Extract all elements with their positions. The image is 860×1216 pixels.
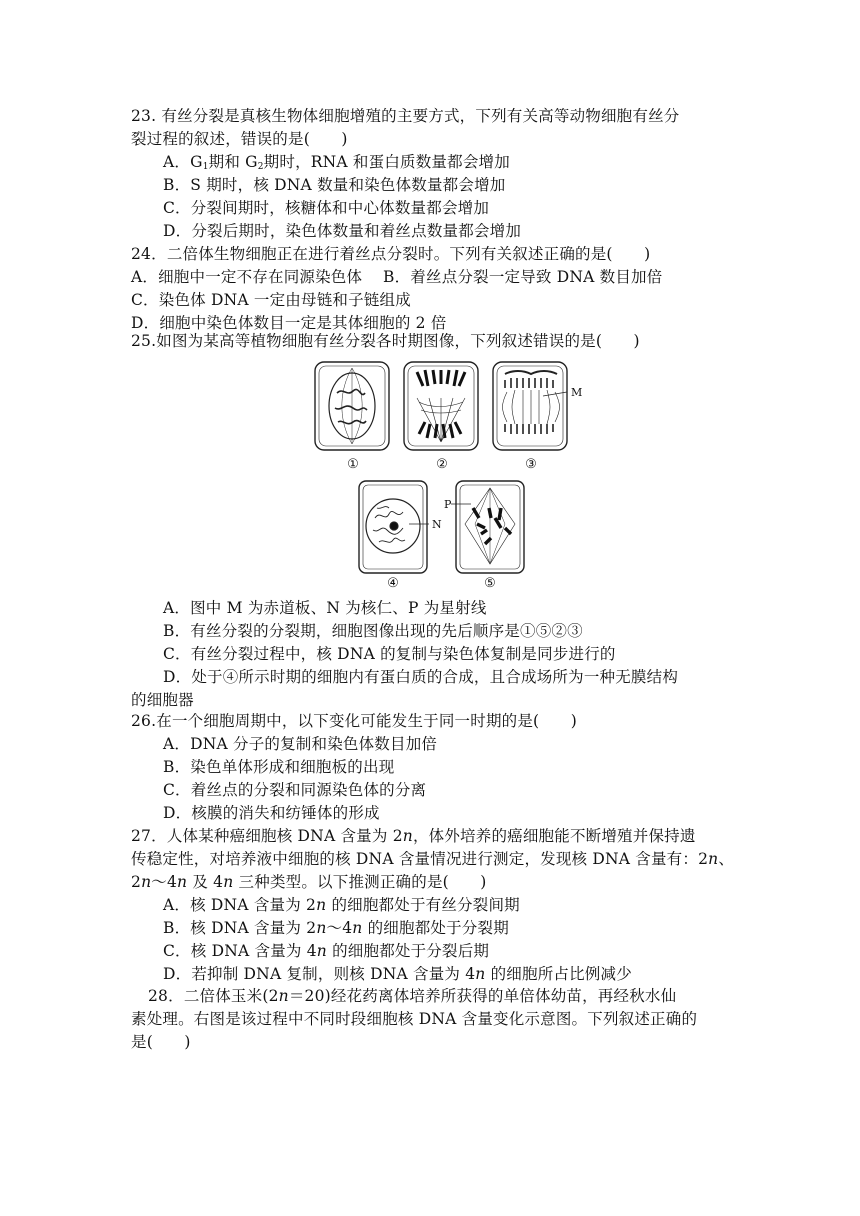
label-p: P <box>444 498 452 511</box>
q25-option-a: A．图中 M 为赤道板、N 为核仁、P 为星射线 <box>163 599 487 617</box>
caption-3: ③ <box>525 457 537 472</box>
caption-2: ② <box>436 457 448 472</box>
caption-5: ⑤ <box>484 576 496 591</box>
q24-option-d: D．细胞中染色体数目一定是其体细胞的 2 倍 <box>131 314 447 332</box>
q27-stem-line2: 传稳定性，对培养液中细胞的核 DNA 含量情况进行测定，发现核 DNA 含量有：2n、 <box>131 850 735 868</box>
q26-stem: 26.在一个细胞周期中，以下变化可能发生于同一时期的是( ) <box>131 712 577 730</box>
q26-option-d: D．核膜的消失和纺锤体的形成 <box>163 804 380 822</box>
q23-option-a: A．$G_1$期和 $G_2$期时，RNA 和蛋白质数量都会增加 <box>163 153 510 172</box>
q25-option-d-line2: 的细胞器 <box>131 691 194 709</box>
q23-stem-line2: 裂过程的叙述，错误的是( ) <box>131 130 348 148</box>
q27-option-d: D．若抑制 DNA 复制，则核 DNA 含量为 4n 的细胞所占比例减少 <box>163 965 632 983</box>
q25-option-c: C．有丝分裂过程中，核 DNA 的复制与染色体复制是同步进行的 <box>163 645 616 663</box>
q26-option-c: C．着丝点的分裂和同源染色体的分离 <box>163 781 427 799</box>
q23-option-d: D．分裂后期时，染色体数量和着丝点数量都会增加 <box>163 222 522 240</box>
q24-option-c: C．染色体 DNA 一定由母链和子链组成 <box>131 291 411 309</box>
cell-3-telophase <box>493 362 567 450</box>
q23-stem-line1: 23. 有丝分裂是真核生物体细胞增殖的主要方式，下列有关高等动物细胞有丝分 <box>131 107 680 125</box>
q27-stem-line3: 2n～4n 及 4n 三种类型。以下推测正确的是( ) <box>131 873 487 891</box>
mitosis-figure <box>305 358 595 598</box>
q25-option-b: B．有丝分裂的分裂期，细胞图像出现的先后顺序是①⑤②③ <box>163 622 583 640</box>
label-n: N <box>432 518 442 531</box>
caption-4: ④ <box>387 576 399 591</box>
q24-stem: 24．二倍体生物细胞正在进行着丝点分裂时。下列有关叙述正确的是( ) <box>131 245 651 263</box>
q28-stem-line2: 素处理。右图是该过程中不同时段细胞核 DNA 含量变化示意图。下列叙述正确的 <box>131 1010 698 1028</box>
q25-option-d-line1: D．处于④所示时期的细胞内有蛋白质的合成，且合成场所为一种无膜结构 <box>163 668 679 686</box>
q26-option-b: B．染色单体形成和细胞板的出现 <box>163 758 395 776</box>
cell-5-metaphase <box>451 481 524 573</box>
cell-1-prophase <box>315 362 389 450</box>
q26-option-a: A．DNA 分子的复制和染色体数目加倍 <box>163 735 438 753</box>
cell-2-anaphase <box>404 362 478 450</box>
q28-stem-line3: 是( ) <box>131 1033 191 1051</box>
label-m: M <box>571 386 583 399</box>
q27-option-a: A．核 DNA 含量为 2n 的细胞都处于有丝分裂间期 <box>163 896 520 914</box>
q25-stem: 25.如图为某高等植物细胞有丝分裂各时期图像，下列叙述错误的是( ) <box>131 332 640 350</box>
mitosis-figure-svg <box>305 358 595 598</box>
q27-option-b: B．核 DNA 含量为 2n～4n 的细胞都处于分裂期 <box>163 919 509 937</box>
caption-1: ① <box>347 457 359 472</box>
q27-stem-line1: 27．人体某种癌细胞核 DNA 含量为 2n，体外培养的癌细胞能不断增殖并保持遗 <box>131 827 696 845</box>
q27-option-c: C．核 DNA 含量为 4n 的细胞都处于分裂后期 <box>163 942 490 960</box>
q23-option-b: B．S 期时，核 DNA 数量和染色体数量都会增加 <box>163 176 506 194</box>
cell-4-interphase <box>359 481 429 573</box>
q24-option-ab: A．细胞中一定不存在同源染色体 B．着丝点分裂一定导致 DNA 数目加倍 <box>131 268 663 286</box>
q23-option-c: C．分裂间期时，核糖体和中心体数量都会增加 <box>163 199 490 217</box>
q28-stem-line1: 28．二倍体玉米(2n＝20)经花药离体培养所获得的单倍体幼苗，再经秋水仙 <box>148 987 677 1005</box>
